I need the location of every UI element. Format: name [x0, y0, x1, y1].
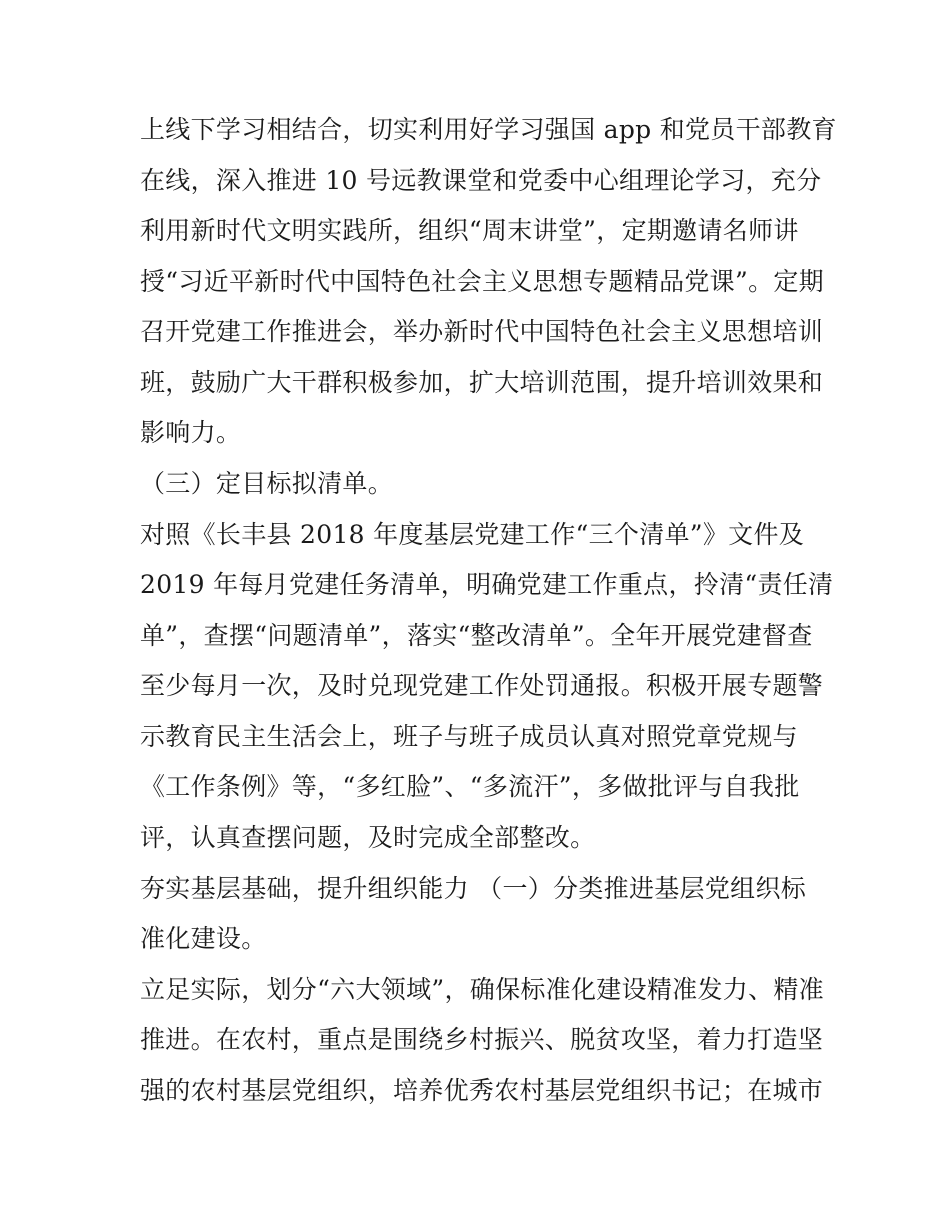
text-line: 影响力。: [140, 418, 242, 447]
section-heading: 夯实基层基础，提升组织能力 （一）分类推进基层党组织标: [140, 874, 807, 903]
section-heading: （三）定目标拟清单。: [140, 469, 394, 498]
text-line: 立足实际，划分“六大领域”，确保标准化建设精准发力、精准: [140, 975, 824, 1004]
text-line: 召开党建工作推进会，举办新时代中国特色社会主义思想培训: [140, 317, 824, 346]
text-line: 在线，深入推进 10 号远教课堂和党委中心组理论学习，充分: [140, 166, 822, 195]
text-line: 强的农村基层党组织，培养优秀农村基层党组织书记；在城市: [140, 1076, 824, 1105]
text-line: 《工作条例》等，“多红脸”、“多流汗”，多做批评与自我批: [140, 772, 800, 801]
text-line: 利用新时代文明实践所，组织“周末讲堂”，定期邀请名师讲: [140, 216, 799, 245]
text-line: 示教育民主生活会上，班子与班子成员认真对照党章党规与: [140, 722, 798, 751]
text-line: 准化建设。: [140, 924, 267, 953]
text-line: 对照《长丰县 2018 年度基层党建工作“三个清单”》文件及: [140, 520, 805, 549]
text-line: 2019 年每月党建任务清单，明确党建工作重点，拎清“责任清: [140, 570, 834, 599]
text-line: 至少每月一次，及时兑现党建工作处罚通报。积极开展专题警: [140, 671, 824, 700]
text-line: 评，认真查摆问题，及时完成全部整改。: [140, 823, 596, 852]
text-line: 单”，查摆“问题清单”，落实“整改清单”。全年开展党建督查: [140, 621, 813, 650]
text-line: 推进。在农村，重点是围绕乡村振兴、脱贫攻坚，着力打造坚: [140, 1025, 824, 1054]
text-line: 上线下学习相结合，切实利用好学习强国 app 和党员干部教育: [140, 115, 837, 144]
text-line: 班，鼓励广大干群积极参加，扩大培训范围，提升培训效果和: [140, 368, 824, 397]
text-line: 授“习近平新时代中国特色社会主义思想专题精品党课”。定期: [140, 267, 824, 296]
